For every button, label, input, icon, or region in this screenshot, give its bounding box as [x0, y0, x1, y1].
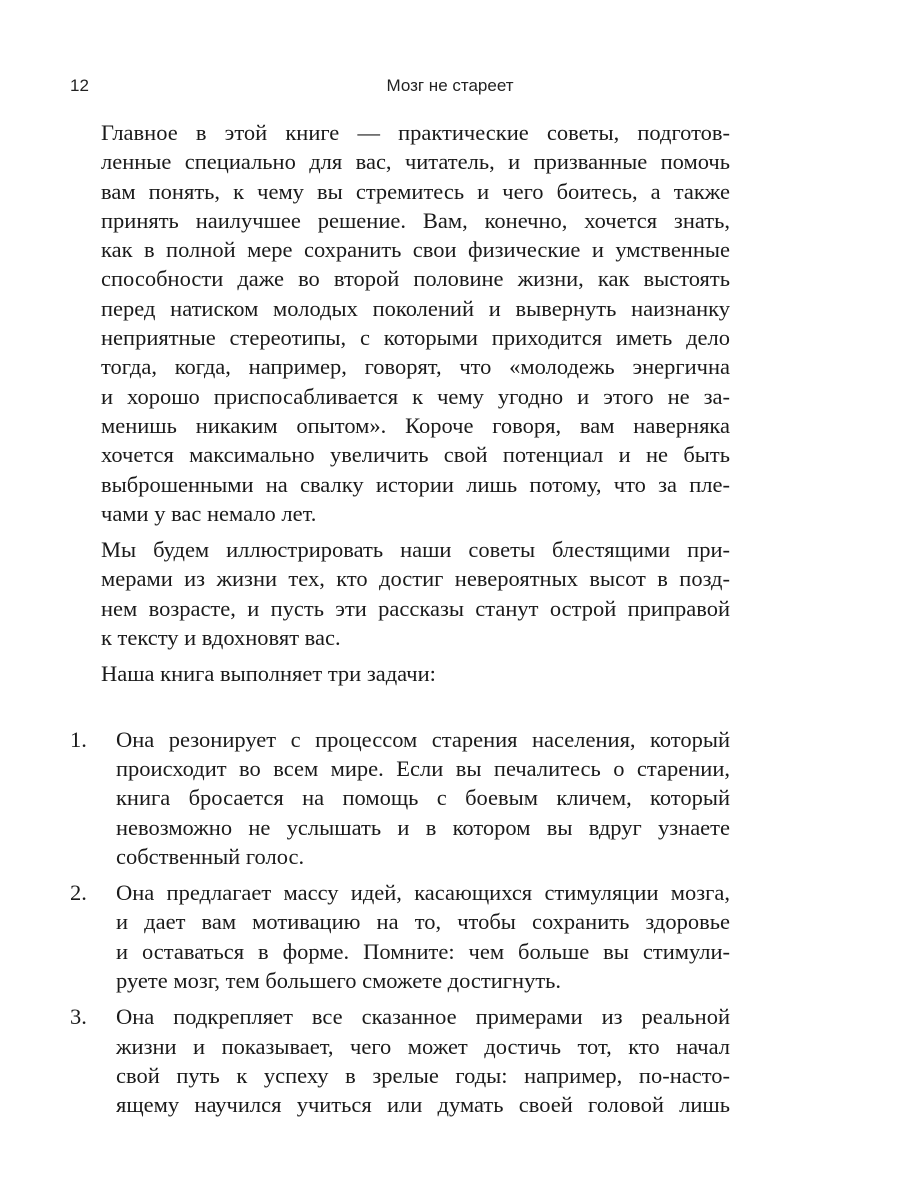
page-header: [70, 76, 830, 100]
text-line: вам понять, к чему вы стремитесь и чего боитесь, а также: [101, 178, 730, 204]
paragraph-intro: [70, 118, 730, 528]
text-line: Наша книга выполняет три задачи:: [101, 661, 436, 687]
text-line: выброшенными на свалку истории лишь потому, что за пле-: [101, 471, 730, 497]
text-line: мерами из жизни тех, кто достиг невероятных высот в позд-: [101, 566, 730, 592]
text-line: Мы будем иллюстрировать наши советы блестящими при-: [101, 537, 730, 563]
tasks-list: [70, 725, 730, 1120]
text-line: способности даже во второй половине жизни, как выстоять: [101, 266, 730, 292]
list-item-number: 2.: [70, 880, 87, 906]
text-line: и оставаться в форме. Помните: чем больше вы стимули-: [116, 938, 730, 964]
body-text: [70, 118, 730, 1120]
list-item-number: 3.: [70, 1004, 87, 1030]
list-item: [70, 1002, 730, 1119]
text-line: нем возрасте, и пусть эти рассказы станут острой приправой: [101, 595, 730, 621]
list-item: [70, 878, 730, 995]
list-item-number: 1.: [70, 726, 87, 752]
text-line: к тексту и вдохновят вас.: [101, 625, 341, 651]
text-line: свой путь к успеху в зрелые годы: например, по-насто-: [116, 1062, 730, 1088]
page-number: 12: [70, 76, 89, 95]
text-line: Она резонирует с процессом старения населения, который: [116, 726, 730, 752]
text-line: ящему научился учиться или думать своей головой лишь: [116, 1092, 730, 1118]
running-title: Мозг не стареет: [386, 76, 514, 95]
text-line: Главное в этой книге — практические советы, подготов-: [101, 120, 730, 145]
paragraph-tasks-intro: [70, 659, 730, 688]
text-line: как в полной мере сохранить свои физические и умственные: [101, 237, 730, 263]
text-line: и хорошо приспосабливается к чему угодно и этого не за-: [101, 383, 730, 409]
text-line: происходит во всем мире. Если вы печалитесь о старении,: [116, 755, 730, 781]
text-line: перед натиском молодых поколений и вывернуть наизнанку: [101, 295, 730, 321]
text-line: чами у вас немало лет.: [101, 500, 317, 526]
text-line: руете мозг, тем большего сможете достигнуть.: [116, 968, 562, 994]
text-line: тогда, когда, например, говорят, что «молодежь энергична: [101, 354, 730, 380]
paragraph-examples: [70, 535, 730, 652]
text-line: хочется максимально увеличить свой потенциал и не быть: [101, 442, 730, 468]
text-line: Она предлагает массу идей, касающихся стимуляции мозга,: [116, 880, 730, 906]
text-line: собственный голос.: [116, 843, 305, 869]
list-item: [70, 725, 730, 871]
text-line: менишь никаким опытом». Короче говоря, вам наверняка: [101, 412, 730, 438]
text-line: жизни и показывает, чего может достичь тот, кто начал: [116, 1033, 730, 1059]
text-line: принять наилучшее решение. Вам, конечно, хочется знать,: [101, 207, 730, 233]
text-line: ленные специально для вас, читатель, и призванные помочь: [101, 149, 730, 175]
text-line: невозможно не услышать и в котором вы вдруг узнаете: [116, 814, 730, 840]
text-line: неприятные стереотипы, с которыми приходится иметь дело: [101, 325, 730, 351]
text-line: книга бросается на помощь с боевым кличем, который: [116, 785, 730, 811]
text-line: и дает вам мотивацию на то, чтобы сохранить здоровье: [116, 909, 730, 935]
text-line: Она подкрепляет все сказанное примерами из реальной: [116, 1004, 730, 1030]
